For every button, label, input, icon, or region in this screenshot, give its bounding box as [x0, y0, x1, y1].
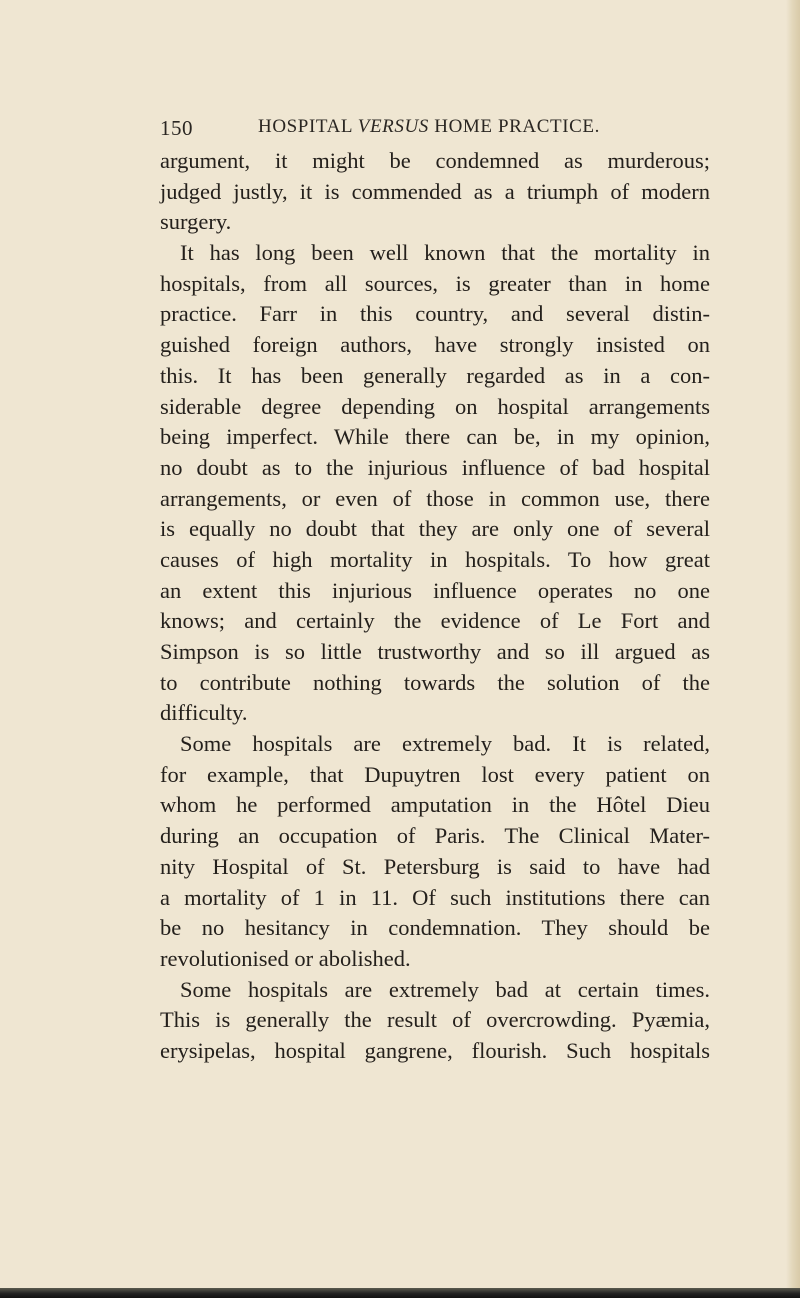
text-line: practice. Farr in this country, and several distin- — [160, 301, 710, 327]
running-title-pre: HOSPITAL — [258, 116, 358, 137]
text-line: knows; and certainly the evidence of Le Fort and — [160, 608, 710, 634]
text-line: for example, that Dupuytren lost every patient on — [160, 761, 710, 787]
text-line: siderable degree depending on hospital arrangements — [160, 393, 710, 419]
text-line: surgery. — [160, 209, 232, 235]
text-line: causes of high mortality in hospitals. To how great — [160, 546, 710, 572]
text-line: Simpson is so little trustworthy and so ill argued as — [160, 639, 710, 664]
text-line: this. It has been generally regarded as in a con- — [160, 362, 710, 388]
text-line: guished foreign authors, have strongly insisted on — [160, 332, 710, 358]
running-title — [258, 116, 600, 138]
page-number: 150 — [160, 116, 193, 140]
text-line: It has long been well known that the mortality in — [180, 240, 710, 266]
text-line: a mortality of 1 in 11. Of such institutions there can — [160, 884, 710, 910]
text-line: hospitals, from all sources, is greater than in home — [160, 270, 710, 296]
text-line: difficulty. — [160, 700, 248, 726]
text-line: Some hospitals are extremely bad. It is related, — [180, 731, 710, 757]
running-title-post: HOME PRACTICE. — [428, 116, 600, 137]
text-line: is equally no doubt that they are only one of several — [160, 516, 710, 542]
text-line: an extent this injurious influence operates no one — [160, 577, 710, 603]
text-line: no doubt as to the injurious influence of bad hospital — [160, 454, 710, 480]
text-line: arrangements, or even of those in common use, there — [160, 485, 710, 511]
text-line: Some hospitals are extremely bad at certain times. — [180, 976, 710, 1002]
running-head — [160, 116, 720, 148]
text-line: argument, it might be condemned as murderous; — [160, 148, 710, 173]
text-line: to contribute nothing towards the solution of the — [160, 669, 710, 695]
text-line: revolutionised or abolished. — [160, 945, 411, 971]
text-line: during an occupation of Paris. The Clinical Mater- — [160, 823, 710, 849]
body-text — [160, 146, 710, 1067]
scan-bottom-edge — [0, 1288, 800, 1298]
text-line: being imperfect. While there can be, in my opinion, — [160, 424, 710, 450]
running-title-italic: VERSUS — [357, 116, 429, 137]
text-line: This is generally the result of overcrowding. Pyæmia, — [160, 1007, 710, 1033]
text-line: erysipelas, hospital gangrene, flourish. Such hospitals — [160, 1037, 710, 1063]
text-line: whom he performed amputation in the Hôtel Dieu — [160, 792, 710, 818]
text-line: be no hesitancy in condemnation. They should be — [160, 915, 710, 941]
text-line: nity Hospital of St. Petersburg is said to have had — [160, 853, 710, 879]
text-line: judged justly, it is commended as a triumph of modern — [160, 178, 710, 204]
page-edge-shadow — [786, 0, 800, 1298]
